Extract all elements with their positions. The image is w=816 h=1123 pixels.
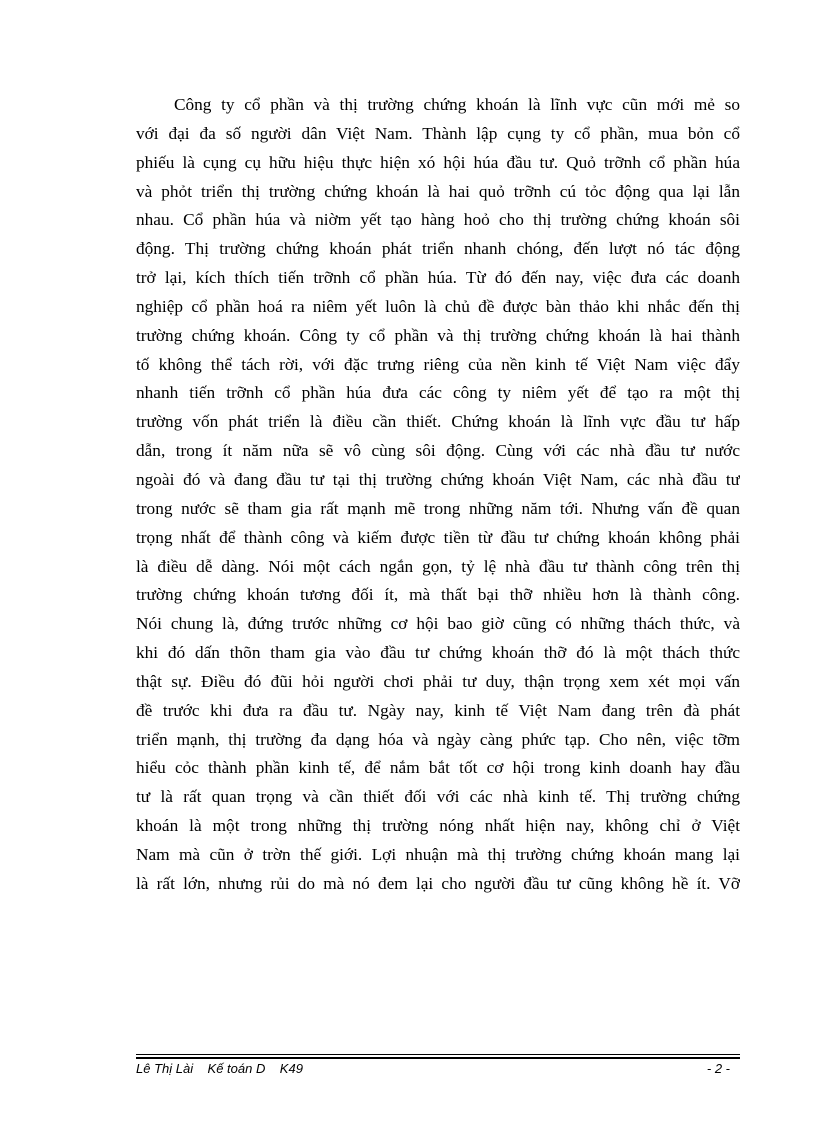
footer-author-info: Lê Thị Lài Kế toán D K49 [136,1061,303,1076]
paragraph-line: nghiệp cổ phần hoá ra niêm yết luôn là chủ đề được bàn thảo khi nhắc đến thị [136,296,740,316]
paragraph-line: trường chứng khoán. Công ty cổ phần và thị trường chứng khoán là hai thành [136,325,740,345]
footer-divider-thick [136,1057,740,1059]
paragraph-line: hiểu cỏc thành phần kinh tế, để nắm bắt tốt cơ hội trong kinh doanh hay đầu [136,758,740,778]
paragraph-line: trường chứng khoán tương đối ít, mà thất bại thỡ nhiều hơn là thành công. [136,585,740,605]
paragraph-line: trong nước sẽ tham gia rất mạnh mẽ trong những năm tới. Nhưng vấn đề quan [136,498,740,518]
paragraph-line: nhanh tiến trỡnh cổ phần húa đưa các công ty niêm yết để tạo ra một thị [136,383,740,403]
paragraph-line: với đại đa số người dân Việt Nam. Thành lập cụng ty cổ phần, mua bỏn cổ [136,123,740,143]
paragraph-line: tố không thể tách rời, với đặc trưng riêng của nền kinh tế Việt Nam việc đẩy [136,354,740,374]
paragraph-line: và phỏt triển thị trường chứng khoán là hai quỏ trỡnh cú tỏc động qua lại lẫn [136,181,740,201]
footer-page-number: - 2 - [706,1061,730,1076]
paragraph-line: triển mạnh, thị trường đa dạng hóa và ngày càng phức tạp. Cho nên, việc tỡm [136,729,740,749]
paragraph-line: khi đó dấn thõn tham gia vào đầu tư chứng khoán thỡ đó là một thách thức [136,643,740,663]
paragraph-line: nhau. Cổ phần húa và niờm yết tạo hàng hoỏ cho thị trường chứng khoán sôi [136,210,740,230]
paragraph-line: trường vốn phát triển là điều cần thiết. Chứng khoán là lĩnh vực đầu tư hấp [136,412,740,432]
paragraph-line: dẫn, trong ít năm nữa sẽ vô cùng sôi động. Cùng với các nhà đầu tư nước [136,441,740,461]
paragraph-line: là rất lớn, nhưng rủi do mà nó đem lại cho người đầu tư cũng không hề ít. Vỡ [136,873,740,893]
paragraph-line: Nói chung là, đứng trước những cơ hội bao giờ cũng có những thách thức, và [136,614,740,634]
body-paragraph [136,91,740,899]
paragraph-line: khoán là một trong những thị trường nóng nhất hiện nay, không chỉ ở Việt [136,816,740,836]
paragraph-line: phiếu là cụng cụ hữu hiệu thực hiện xó hội húa đầu tư. Quỏ trỡnh cổ phần húa [136,152,740,172]
paragraph-line: tư là rất quan trọng và cần thiết đối với các nhà kinh tế. Thị trường chứng [136,787,740,807]
paragraph-line: trọng nhất để thành công và kiếm được tiền từ đầu tư chứng khoán không phải [136,527,740,547]
paragraph-line: thật sự. Điều đó đũi hỏi người chơi phải tư duy, thận trọng xem xét mọi vấn [136,671,740,691]
paragraph-line: Công ty cổ phần và thị trường chứng khoán là lĩnh vực cũn mới mẻ so [174,95,740,114]
footer-divider-thin [136,1054,740,1055]
page-footer [136,1061,740,1081]
paragraph-line: ngoài đó và đang đầu tư tại thị trường chứng khoán Việt Nam, các nhà đầu tư [136,469,740,489]
paragraph-line: là điều dễ dàng. Nói một cách ngắn gọn, tỷ lệ nhà đầu tư thành công trên thị [136,556,740,576]
paragraph-line: trở lại, kích thích tiến trỡnh cổ phần húa. Từ đó đến nay, việc đưa các doanh [136,268,740,288]
paragraph-line: động. Thị trường chứng khoán phát triển nhanh chóng, đến lượt nó tác động [136,239,740,259]
paragraph-line: Nam mà cũn ở trờn thế giới. Lợi nhuận mà thị trường chứng khoán mang lại [136,844,740,864]
paragraph-line: đề trước khi đưa ra đầu tư. Ngày nay, kinh tế Việt Nam đang trên đà phát [136,700,740,720]
